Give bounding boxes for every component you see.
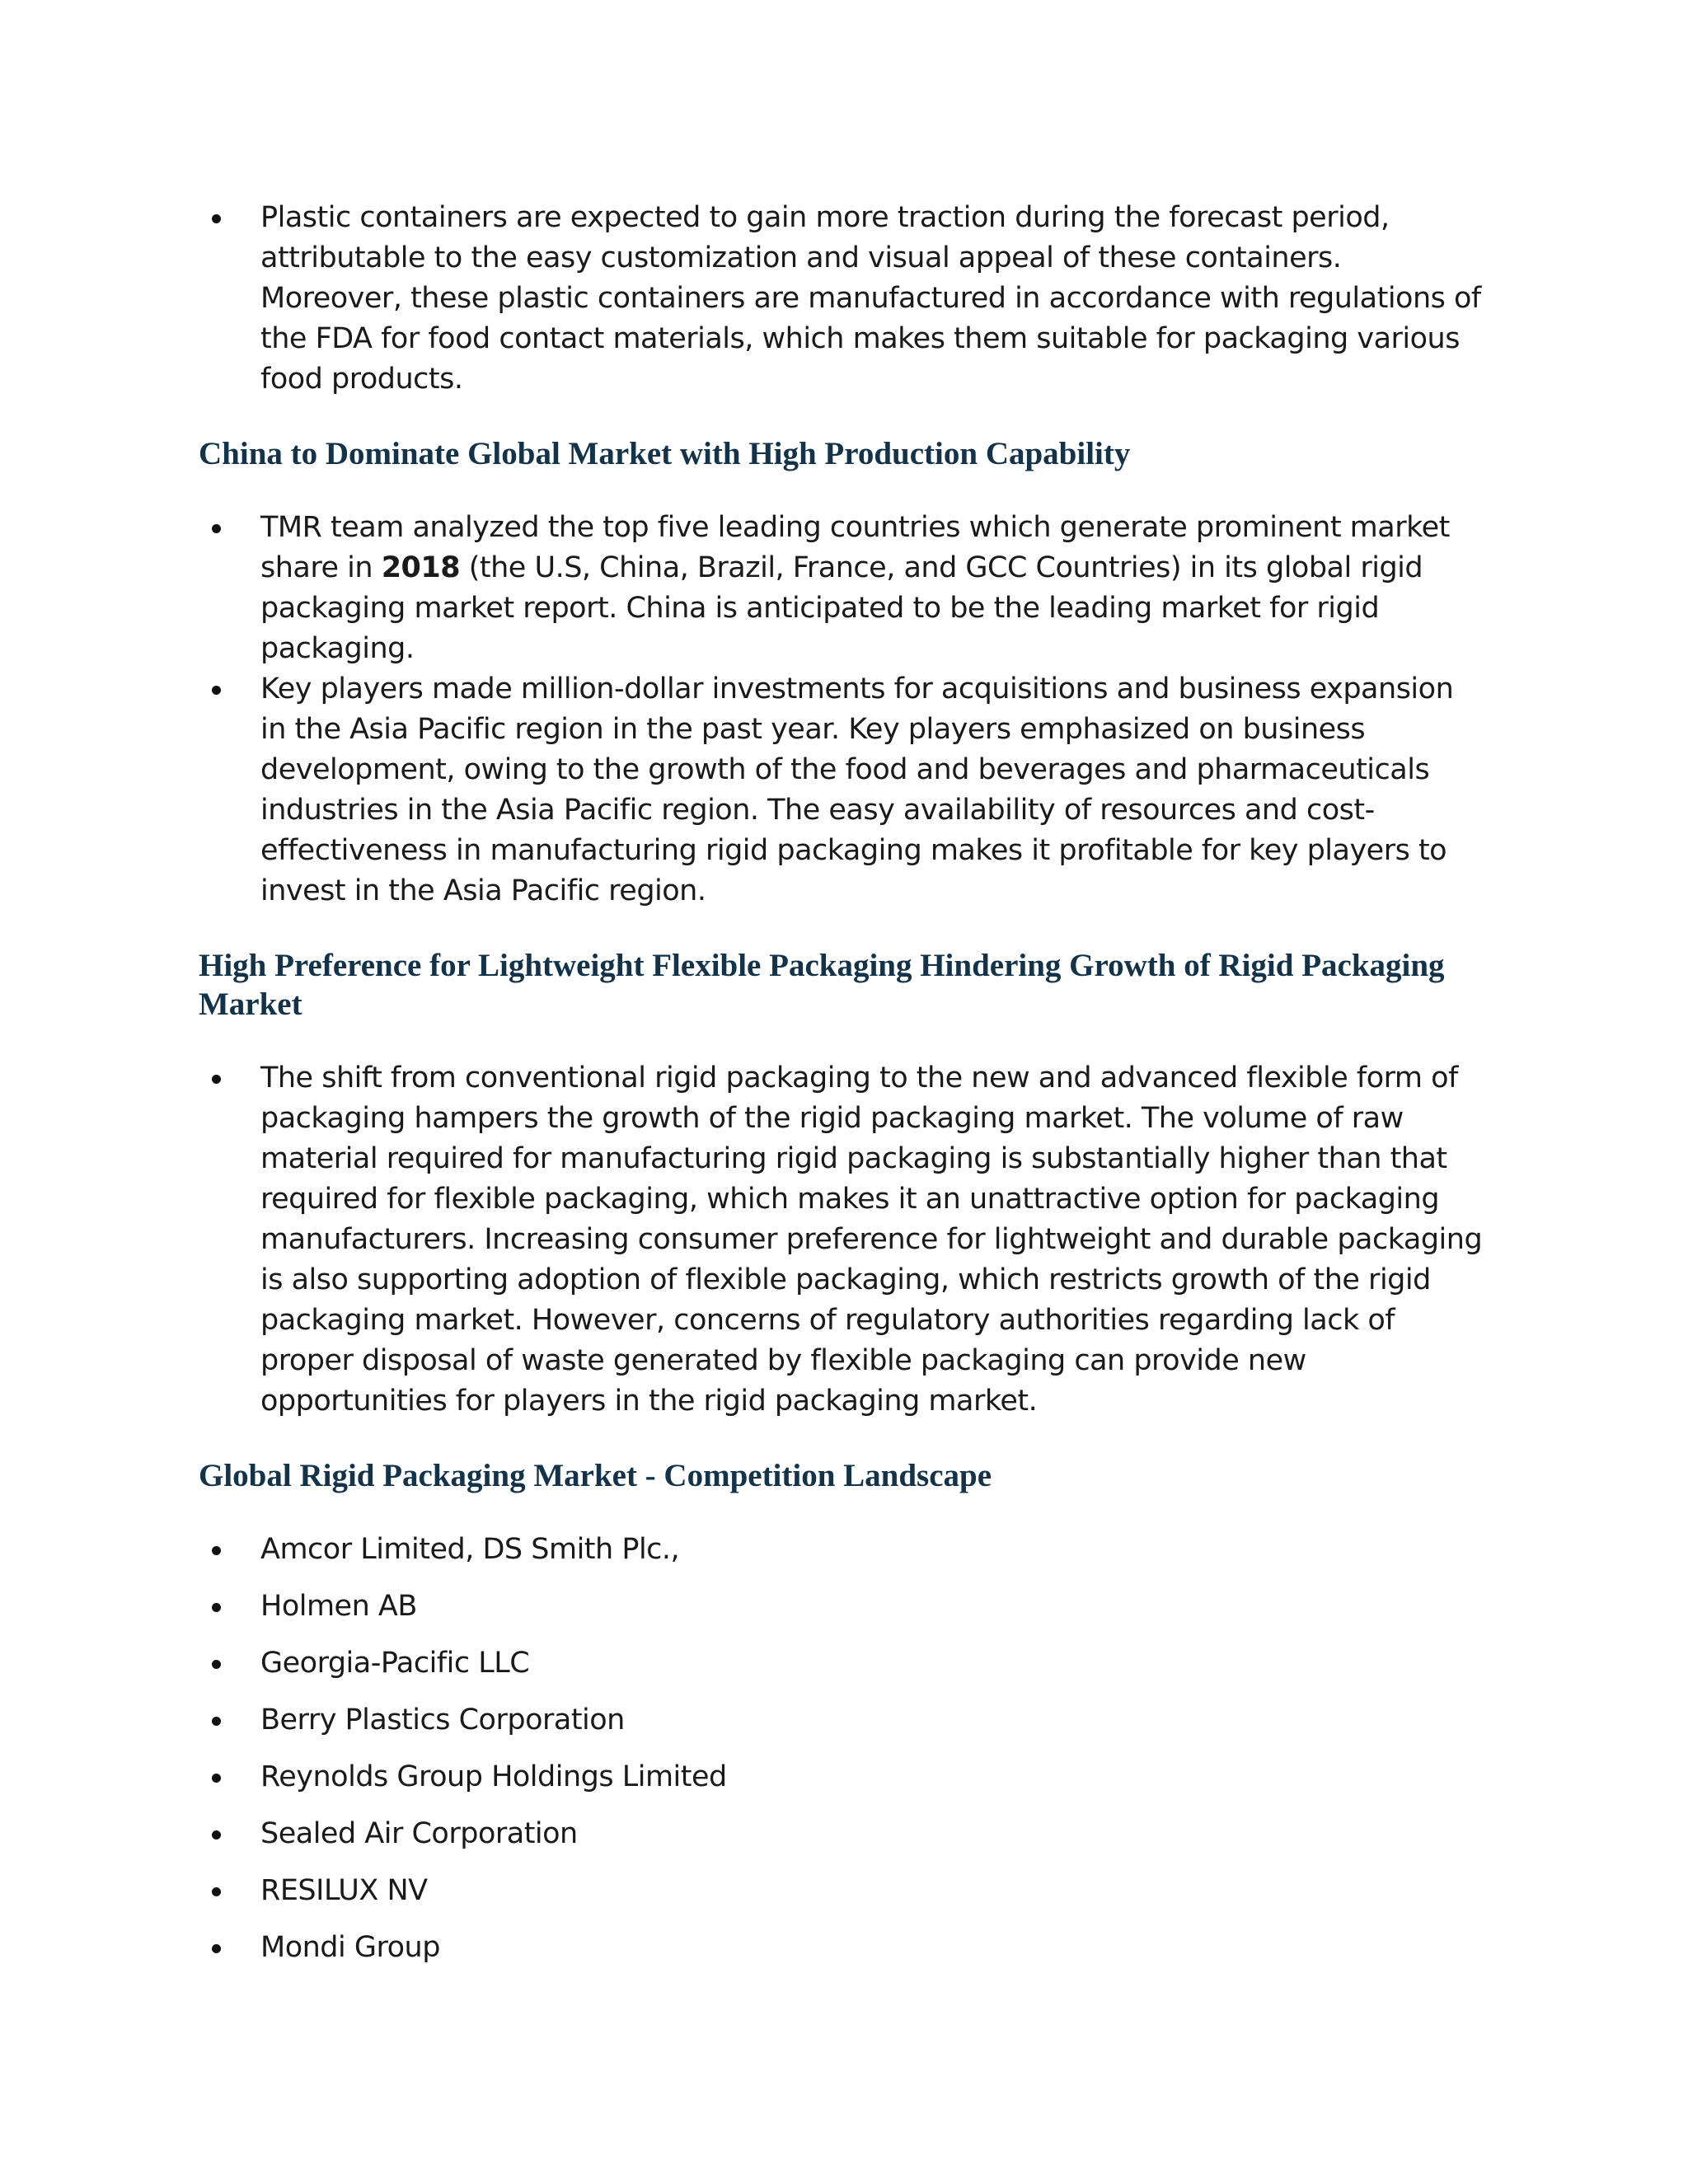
company-name: Georgia-Pacific LLC <box>260 1647 530 1680</box>
company-list-item <box>199 1643 1484 1684</box>
bullet-icon <box>212 1774 221 1783</box>
bullet-icon <box>212 1944 221 1953</box>
company-name: RESILUX NV <box>260 1874 428 1907</box>
list-item <box>199 508 1484 669</box>
company-name: Mondi Group <box>260 1931 440 1964</box>
bullet-text-part: TMR team analyzed the top five leading countries which generate prominent market share in <box>260 511 1450 584</box>
bullet-text-part: (the U.S, China, Brazil, France, and GCC Countries) in its global rigid packaging market report. China is anticipated to be the leading market for rigid packaging. <box>260 551 1423 665</box>
bullet-text: The shift from conventional rigid packaging to the new and advanced flexible form of packaging hampers the growth of the rigid packaging market. The volume of raw material required for manufacturing rigid packaging is substantially higher than that required for flexible packaging, which makes it an unattractive option for packaging manufacturers. Increasing consumer preference for lightweight and durable packaging is also supporting adoption of flexible packaging, which restricts growth of the rigid packaging market. However, concerns of regulatory authorities regarding lack of proper disposal of waste generated by flexible packaging can provide new opportunities for players in the rigid packaging market. <box>260 1062 1483 1418</box>
company-list-item <box>199 1700 1484 1741</box>
company-list-item <box>199 1757 1484 1797</box>
bullet-icon <box>212 1717 221 1726</box>
bold-year: 2018 <box>381 551 461 584</box>
company-list-item <box>199 1871 1484 1911</box>
section-heading-china: China to Dominate Global Market with High Production Capability <box>199 436 1131 471</box>
company-list-item <box>199 1814 1484 1854</box>
bullet-text: Plastic containers are expected to gain more traction during the forecast period, attributable to the easy customization and visual appeal of these containers. Moreover, these plastic containers are manufactured in accordance with regulations of the FDA for food contact materials, which makes them suitable for packaging various food products. <box>260 201 1481 396</box>
list-item <box>199 198 1484 400</box>
company-name: Holmen AB <box>260 1590 417 1623</box>
company-list-item <box>199 1928 1484 1968</box>
company-name: Reynolds Group Holdings Limited <box>260 1760 727 1793</box>
bullet-icon <box>212 1603 221 1612</box>
bullet-icon <box>212 1075 221 1084</box>
list-item <box>199 669 1484 912</box>
china-bullet-list <box>199 508 1484 912</box>
section-heading-flexible: High Preference for Lightweight Flexible Packaging Hindering Growth of Rigid Packaging Market <box>199 948 1445 1022</box>
company-name: Sealed Air Corporation <box>260 1817 578 1850</box>
bullet-icon <box>212 686 221 695</box>
section-heading-competition: Global Rigid Packaging Market - Competition Landscape <box>199 1458 992 1493</box>
list-item <box>199 1058 1484 1422</box>
intro-bullet-list <box>199 198 1484 400</box>
bullet-icon <box>212 1887 221 1896</box>
bullet-icon <box>212 1660 221 1669</box>
company-name: Berry Plastics Corporation <box>260 1704 625 1736</box>
company-list-item <box>199 1586 1484 1627</box>
bullet-icon <box>212 1546 221 1555</box>
bullet-icon <box>212 214 221 223</box>
flexible-bullet-list <box>199 1058 1484 1422</box>
bullet-text: Key players made million-dollar investments for acquisitions and business expansion in the Asia Pacific region in the past year. Key players emphasized on business development, owing to the growth of the food and beverages and pharmaceuticals industries in the Asia Pacific region. The easy availability of resources and cost-effectiveness in manufacturing rigid packaging makes it profitable for key players to invest in the Asia Pacific region. <box>260 673 1454 907</box>
company-name: Amcor Limited, DS Smith Plc., <box>260 1533 680 1566</box>
page-content <box>199 198 1484 1968</box>
bullet-icon <box>212 1830 221 1840</box>
company-list <box>199 1530 1484 1968</box>
company-list-item <box>199 1530 1484 1570</box>
bullet-icon <box>212 524 221 533</box>
